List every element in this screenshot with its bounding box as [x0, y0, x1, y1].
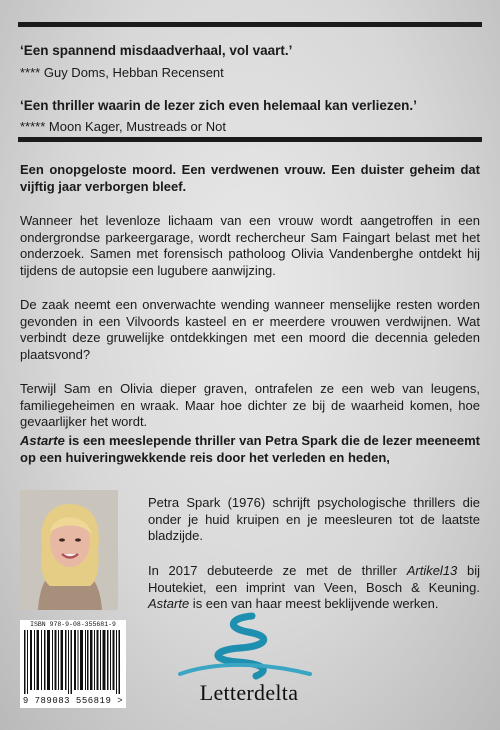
review-attribution-2: ***** Moon Kager, Mustreads or Not — [20, 119, 226, 134]
book-title-2: Astarte — [148, 596, 190, 611]
author-photo — [20, 490, 118, 610]
blurb-paragraph-4 — [20, 433, 480, 466]
book-title: Astarte — [20, 433, 65, 448]
top-rule — [18, 22, 482, 27]
divider-rule — [18, 137, 482, 142]
author-bio-2-text-c: is een van haar meest beklijvende werken. — [189, 596, 439, 611]
isbn-label: ISBN 978-9-08-355681-9 — [30, 621, 116, 628]
author-bio-2 — [148, 563, 480, 613]
isbn-barcode — [20, 620, 126, 708]
barcode-bars — [24, 630, 122, 694]
author-bio-1: Petra Spark (1976) schrijft psychologische thrillers die onder je huid kruipen en je meesleuren tot de laatste bladzijde. — [148, 495, 480, 543]
debut-title: Artikel13 — [406, 563, 458, 578]
publisher-name: Letterdelta — [199, 680, 299, 705]
author-bio-2-text-a: In 2017 debuteerde ze met de thriller — [148, 563, 407, 578]
blurb-lead: Een onopgeloste moord. Een verdwenen vrouw. Een duister geheim dat vijftig jaar verborgen bleef. — [20, 162, 480, 194]
blurb-paragraph-2: De zaak neemt een onverwachte wending wanneer menselijke resten worden gevonden in een Vilvoords kasteel en er meerdere vrouwen verdwijnen. Wat verbindt deze gruwelijke ontdekkingen met een moord die decennia geleden plaatsvond? — [20, 297, 480, 362]
blurb-paragraph-3: Terwijl Sam en Olivia dieper graven, ontrafelen ze een web van leugens, familiegeheimen en wraak. Maar hoe dichter ze bij de waarheid komen, hoe gevaarlijker het wordt. — [20, 381, 480, 429]
blurb-paragraph-4-text: is een meeslepende thriller van Petra Spark die de lezer meeneemt op een huiveringwekkende reis door het verleden en heden, — [20, 433, 480, 465]
blurb-paragraph-1: Wanneer het levenloze lichaam van een vrouw wordt aangetroffen in een ondergrondse parkeergarage, wordt rechercheur Sam Faingart belast met het onderzoek. Samen met forensisch patholoog Olivia Vandenberghe ontdekt hij tijdens de autopsie een lugubere aanwijzing. — [20, 213, 480, 278]
review-quote-2: ‘Een thriller waarin de lezer zich even helemaal kan verliezen.’ — [20, 98, 417, 113]
review-attribution-1: **** Guy Doms, Hebban Recensent — [20, 65, 224, 80]
isbn-digits: 9 789083 556819 > — [22, 696, 124, 706]
delta-wave-icon — [160, 612, 330, 682]
review-quote-1: ‘Een spannend misdaadverhaal, vol vaart.’ — [20, 43, 293, 58]
author-bio-2-text-b: bij Houtekiet, een imprint van Veen, Bosch & Keuning. — [148, 563, 480, 595]
